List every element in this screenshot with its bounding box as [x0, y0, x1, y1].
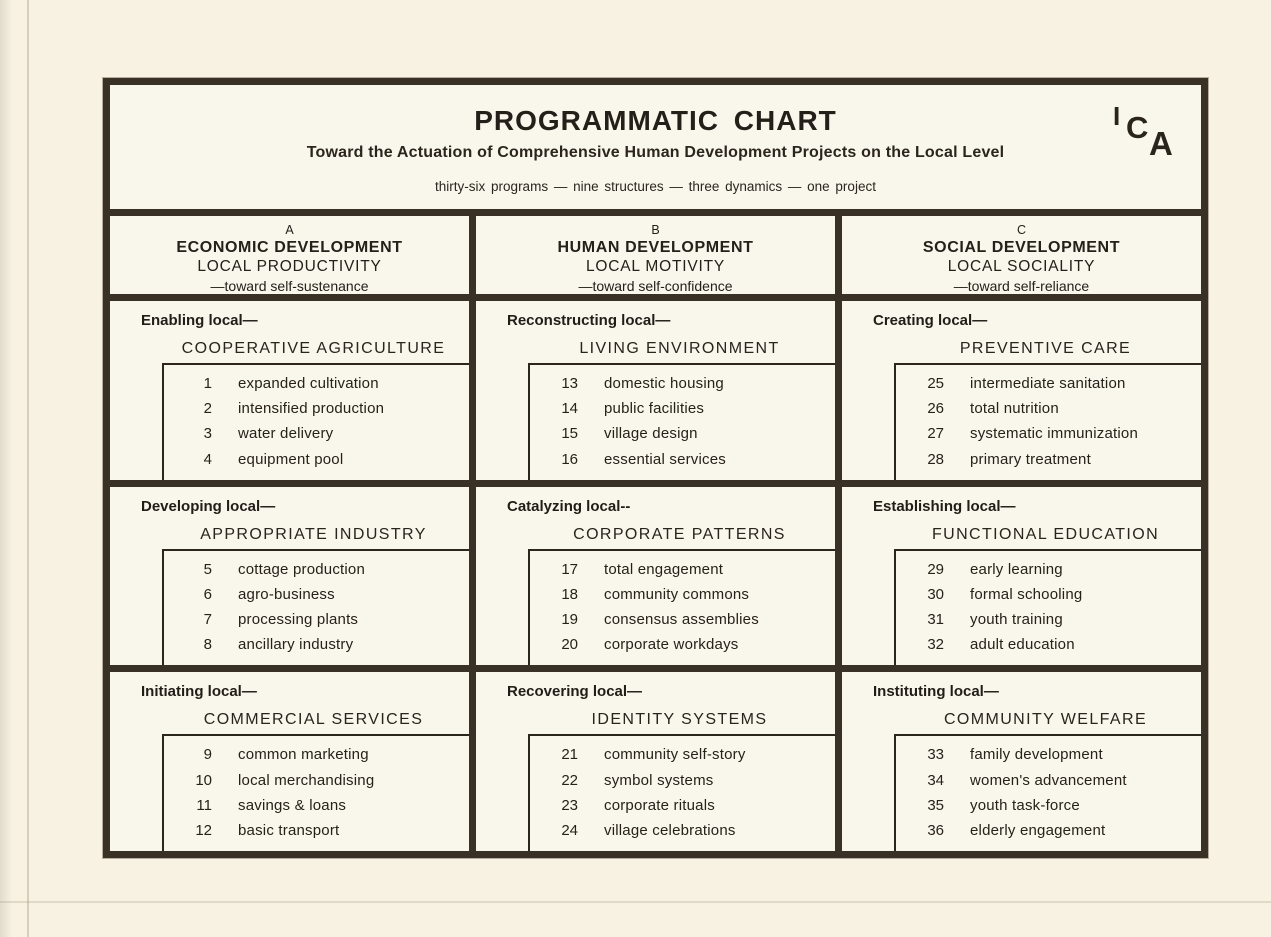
program-item [530, 375, 835, 392]
program-item-label: primary treatment [970, 450, 1091, 468]
program-item-number: 17 [561, 560, 578, 578]
program-item-list [528, 363, 835, 480]
section-dynamic-label: Recovering local— [507, 683, 643, 701]
program-item-list [162, 363, 469, 480]
program-item-label: village celebrations [604, 821, 736, 839]
column-letter: A [285, 223, 294, 237]
program-item [530, 561, 835, 578]
program-item-number: 10 [195, 771, 212, 789]
program-section-functional-education [842, 487, 1201, 666]
logo-letter-c: C [1126, 110, 1149, 145]
program-item-label: basic transport [238, 821, 340, 839]
program-item [896, 586, 1201, 603]
program-item-number: 21 [561, 746, 578, 764]
program-item-number: 22 [561, 771, 578, 789]
section-heading: COMMUNITY WELFARE [943, 711, 1148, 729]
program-item [530, 636, 835, 653]
program-item-number: 11 [196, 796, 212, 814]
program-item [164, 561, 469, 578]
program-item [530, 746, 835, 763]
program-item-number: 2 [203, 400, 212, 418]
program-item-number: 12 [195, 821, 212, 839]
program-item-label: corporate rituals [604, 796, 715, 814]
program-item [164, 425, 469, 442]
program-item-label: local merchandising [238, 771, 375, 789]
program-item [530, 797, 835, 814]
column-letter: C [1016, 223, 1027, 237]
program-item-label: community commons [604, 585, 750, 603]
program-item-number: 6 [203, 585, 212, 603]
column-title: ECONOMIC DEVELOPMENT [176, 239, 403, 257]
section-dynamic-label: Enabling local— [141, 312, 258, 329]
program-item-label: total nutrition [970, 400, 1059, 418]
logo-letter-i: I [1113, 101, 1121, 131]
program-item-number: 16 [561, 450, 578, 468]
program-section-community-welfare [842, 672, 1201, 851]
program-item [164, 586, 469, 603]
page-subtitle: Toward the Actuation of Comprehensive Human Development Projects on the Local Level [306, 144, 1005, 161]
program-item-label: adult education [970, 636, 1075, 654]
column-motto: —toward self-sustenance [210, 277, 369, 294]
program-item-number: 20 [561, 636, 578, 654]
program-item [164, 822, 469, 839]
section-dynamic-label: Developing local— [141, 497, 276, 515]
program-section-identity-systems [476, 672, 835, 851]
program-item-number: 3 [203, 425, 212, 443]
program-section-commercial-services [110, 672, 469, 851]
program-item-number: 18 [561, 585, 578, 603]
program-item-number: 8 [203, 636, 212, 654]
program-item [896, 746, 1201, 763]
section-heading: APPROPRIATE INDUSTRY [200, 525, 427, 543]
program-item [164, 375, 469, 392]
scan-crease-line [0, 901, 1271, 903]
program-item-number: 26 [927, 400, 944, 418]
section-heading: FUNCTIONAL EDUCATION [931, 525, 1160, 543]
program-item-label: processing plants [238, 611, 359, 629]
program-item-label: agro-business [238, 585, 335, 603]
scan-left-shading [0, 0, 12, 937]
chart-title-box [110, 85, 1201, 209]
program-item-number: 29 [927, 560, 944, 578]
program-item [896, 822, 1201, 839]
section-dynamic-label: Creating local— [873, 312, 988, 329]
column-letter: B [651, 223, 660, 237]
program-item [896, 451, 1201, 468]
program-item-label: common marketing [238, 746, 369, 764]
program-item [896, 375, 1201, 392]
program-section-living-environment [476, 301, 835, 480]
program-item-label: systematic immunization [970, 425, 1138, 443]
section-heading: CORPORATE PATTERNS [573, 525, 786, 543]
program-item-number: 9 [203, 746, 212, 764]
program-item-label: community self-story [604, 746, 746, 764]
program-item-number: 15 [561, 425, 578, 443]
program-item [530, 772, 835, 789]
program-item-number: 32 [927, 636, 944, 654]
program-item-list [528, 549, 835, 666]
program-item-label: symbol systems [604, 771, 714, 789]
program-item-label: elderly engagement [970, 821, 1106, 839]
program-item-label: formal schooling [970, 585, 1083, 603]
program-item-list [528, 734, 835, 851]
program-item-label: ancillary industry [238, 636, 354, 654]
program-item [896, 636, 1201, 653]
program-item-number: 13 [561, 375, 578, 393]
program-item-number: 23 [561, 796, 578, 814]
programmatic-chart-frame [103, 78, 1208, 858]
program-item [896, 561, 1201, 578]
program-item-label: expanded cultivation [238, 375, 379, 393]
program-item-label: corporate workdays [604, 636, 739, 654]
program-item-number: 35 [927, 796, 944, 814]
column-header-social-development [842, 216, 1201, 294]
program-item-label: village design [604, 425, 698, 443]
program-item-label: total engagement [604, 560, 724, 578]
section-heading: COOPERATIVE AGRICULTURE [181, 340, 446, 357]
program-item [530, 400, 835, 417]
section-heading: COMMERCIAL SERVICES [203, 711, 424, 729]
program-item [164, 797, 469, 814]
program-item-label: essential services [604, 450, 726, 468]
program-item [164, 400, 469, 417]
program-item-number: 28 [927, 450, 944, 468]
page-title: PROGRAMMATIC CHART [474, 105, 837, 136]
program-item [164, 772, 469, 789]
program-item-label: domestic housing [604, 375, 724, 393]
program-item-label: public facilities [604, 400, 705, 418]
section-dynamic-label: Initiating local— [141, 683, 257, 701]
program-item-label: women's advancement [970, 771, 1127, 789]
program-item-label: intensified production [238, 400, 385, 418]
program-item-number: 36 [927, 821, 944, 839]
column-title: SOCIAL DEVELOPMENT [922, 239, 1121, 257]
program-item-label: family development [970, 746, 1103, 764]
program-item [530, 611, 835, 628]
program-item [164, 746, 469, 763]
section-dynamic-label: Establishing local— [873, 497, 1016, 515]
program-item [896, 772, 1201, 789]
scan-page-edge-line [27, 0, 29, 937]
program-item-number: 31 [927, 611, 944, 629]
column-header-economic-development [110, 216, 469, 294]
column-subtitle: LOCAL SOCIALITY [947, 257, 1096, 275]
program-item [530, 425, 835, 442]
program-item [530, 822, 835, 839]
program-item [896, 400, 1201, 417]
program-item [530, 451, 835, 468]
program-item [164, 636, 469, 653]
program-item-list [894, 549, 1201, 666]
program-item [896, 797, 1201, 814]
section-dynamic-label: Instituting local— [873, 683, 999, 701]
program-item-number: 5 [203, 560, 212, 578]
program-item-label: youth training [970, 611, 1063, 629]
section-heading: IDENTITY SYSTEMS [591, 711, 768, 729]
program-item-number: 34 [927, 771, 944, 789]
program-item-label: cottage production [238, 560, 366, 578]
program-item-list [894, 363, 1201, 480]
program-item-list [894, 734, 1201, 851]
program-item-label: early learning [970, 560, 1063, 578]
program-grid [110, 216, 1201, 851]
column-title: HUMAN DEVELOPMENT [557, 239, 754, 257]
program-item-label: savings & loans [238, 796, 347, 814]
program-section-appropriate-industry [110, 487, 469, 666]
section-dynamic-label: Reconstructing local— [507, 312, 671, 329]
page-tagline: thirty-six programs — nine structures — three dynamics — one project [435, 179, 876, 194]
program-item-list [162, 734, 469, 851]
ica-logo [1109, 101, 1187, 187]
program-item-number: 25 [927, 375, 944, 393]
program-item-label: youth task-force [970, 796, 1080, 814]
program-item [530, 586, 835, 603]
program-item [896, 611, 1201, 628]
section-heading: LIVING ENVIRONMENT [579, 340, 780, 357]
program-section-cooperative-agriculture [110, 301, 469, 480]
program-item-number: 7 [203, 611, 212, 629]
column-motto: —toward self-reliance [953, 277, 1090, 294]
column-header-human-development [476, 216, 835, 294]
program-item [164, 611, 469, 628]
section-heading: PREVENTIVE CARE [959, 340, 1132, 357]
program-section-corporate-patterns [476, 487, 835, 666]
program-item [896, 425, 1201, 442]
program-item-number: 30 [927, 585, 944, 603]
program-item-number: 33 [927, 746, 944, 764]
program-item-number: 1 [203, 375, 212, 393]
program-item-number: 24 [561, 821, 578, 839]
column-subtitle: LOCAL PRODUCTIVITY [197, 257, 382, 275]
program-item [164, 451, 469, 468]
program-item-label: intermediate sanitation [970, 375, 1126, 393]
program-item-label: consensus assemblies [604, 611, 759, 629]
logo-letter-a: A [1149, 125, 1173, 162]
program-section-preventive-care [842, 301, 1201, 480]
column-motto: —toward self-confidence [578, 277, 733, 294]
program-item-number: 14 [561, 400, 578, 418]
program-item-list [162, 549, 469, 666]
program-item-number: 27 [927, 425, 944, 443]
program-item-label: water delivery [238, 425, 334, 443]
program-item-number: 19 [561, 611, 578, 629]
program-item-number: 4 [203, 450, 212, 468]
column-subtitle: LOCAL MOTIVITY [586, 257, 725, 275]
section-dynamic-label: Catalyzing local-- [507, 497, 631, 515]
program-item-label: equipment pool [238, 450, 344, 468]
